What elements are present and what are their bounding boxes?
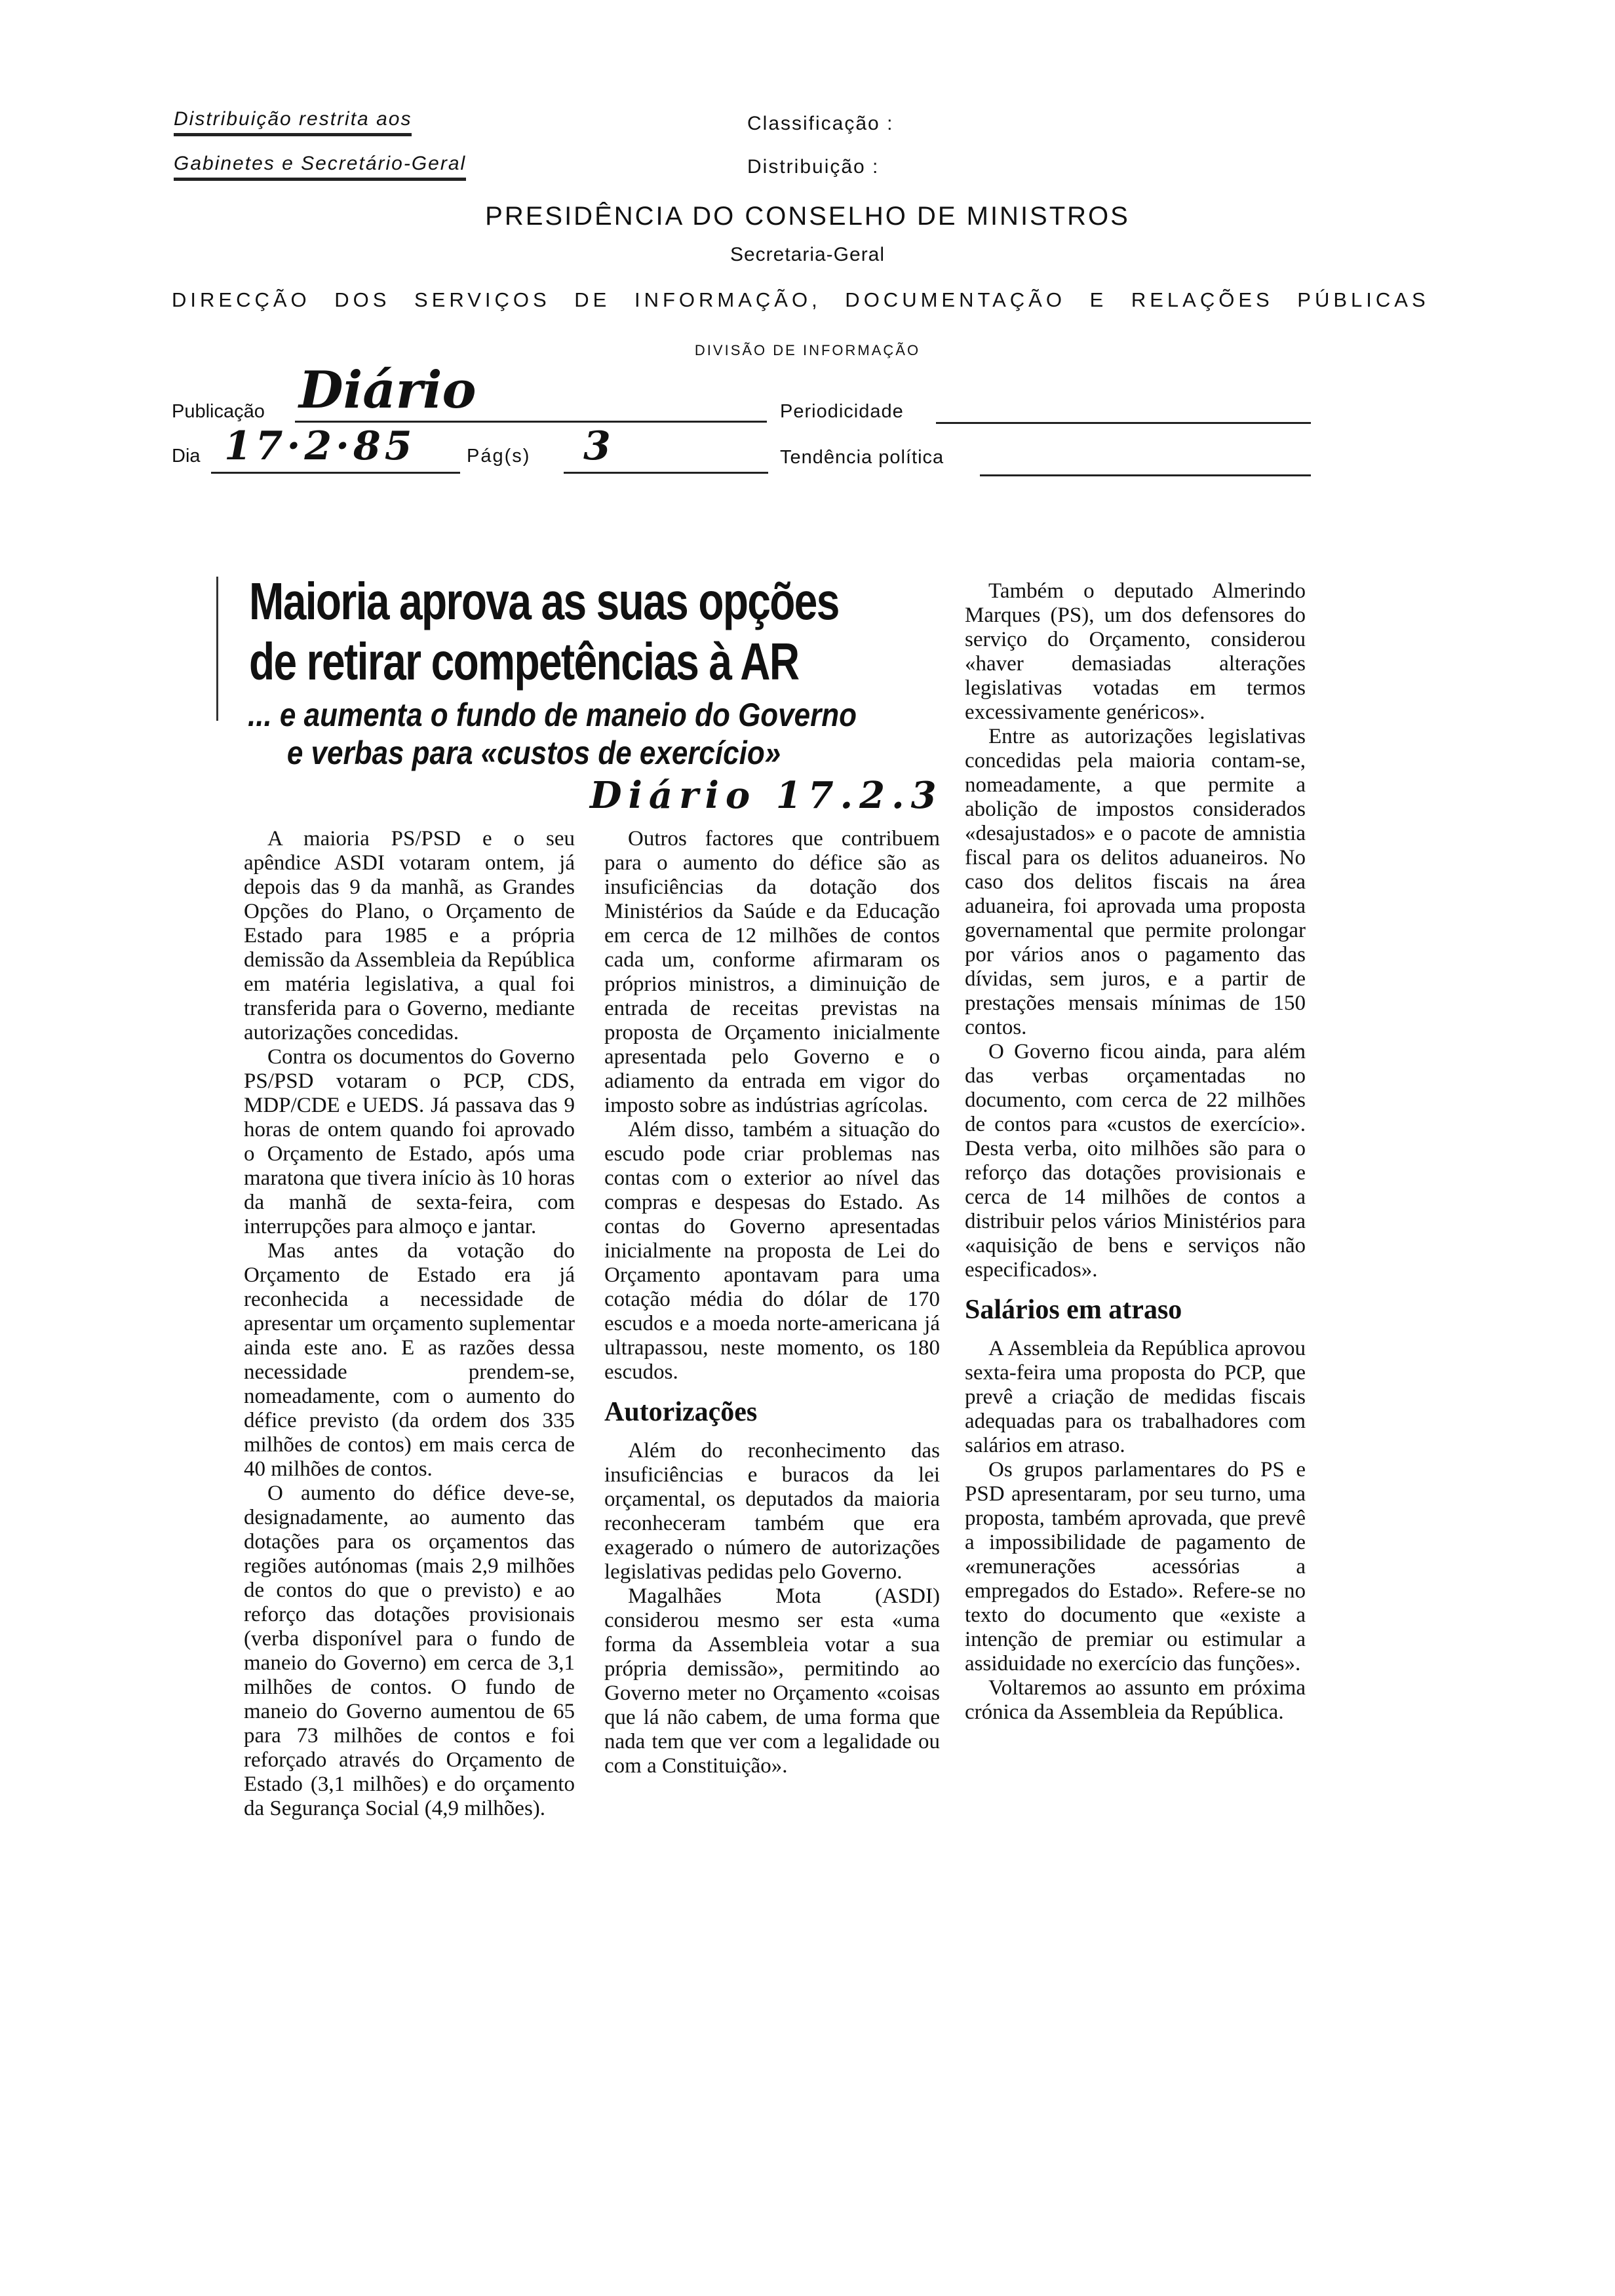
paragraph: O aumento do défice deve-se, designadamente, ao aumento das dotações para os orçamentos das regiões autónomas (mais 2,9 milhões de contos do que o previsto) e ao reforço das dotações provisionais (verba disponível para o fundo de maneio do Governo) em cerca de 3,1 milhões de contos. O fundo de maneio do Governo aumentou de 65 para 73 milhões de contos e foi reforçado através do Orçamento de Estado (3,1 milhões) e do orçamento da Segurança Social (4,9 milhões). (244, 1482, 575, 1820)
distribution-line-2: Gabinetes e Secretário-Geral (174, 153, 466, 181)
paragraph: Contra os documentos do Governo PS/PSD votaram o PCP, CDS, MDP/CDE e UEDS. Já passava das 9 horas de ontem quando foi aprovado o Orçamento de Estado, após uma maratona que tivera início às 10 horas da manhã de sexta-feira, com interrupções para almoço e jantar. (244, 1045, 575, 1238)
distribution-line-1: Distribuição restrita aos (174, 108, 412, 136)
paragraph: Outros factores que contribuem para o aumento do défice são as insuficiências da dotação dos Ministérios da Saúde e da Educação em cerca de 12 milhões de contos cada um, conforme afirmaram os próprios ministros, a diminuição de entrada de receitas previstas na proposta de Orçamento inicialmente apresentada pelo Governo e o adiamento da entrada em vigor do imposto sobre as indústrias agrícolas. (604, 827, 940, 1117)
paragraph: Também o deputado Almerindo Marques (PS), um dos defensores do serviço do Orçamento, considerou «haver demasiadas alterações legislativas votadas em termos excessivamente genéricos». (965, 579, 1306, 724)
paragraph: Os grupos parlamentares do PS e PSD apresentaram, por seu turno, uma proposta, também aprovada, que prevê a impossibilidade de pagamento de «remunerações acessórias a empregados do Estado». Refere-se no texto do documento que «existe a intenção de premiar ou estimular a assiduidade no exercício das funções». (965, 1458, 1306, 1675)
subhead-autorizacoes: Autorizações (604, 1397, 758, 1427)
paragraph: Além do reconhecimento das insuficiências e buracos da lei orçamental, os deputados da maioria reconheceram também que era exagerado o número de autorizações legislativas pedidas pelo Governo. (604, 1439, 940, 1584)
periodicidade-label: Periodicidade (780, 401, 904, 422)
column-3 (965, 579, 1306, 1725)
clipping-edge (216, 577, 218, 721)
handwritten-note: Diário 17.2.3 (590, 774, 943, 817)
tendencia-label: Tendência política (780, 447, 944, 468)
pags-field (564, 423, 768, 474)
classificacao-label: Classificação : (747, 113, 894, 134)
periodicidade-field (936, 419, 1311, 424)
org-title: PRESIDÊNCIA DO CONSELHO DE MINISTROS (485, 202, 1130, 231)
paragraph: Mas antes da votação do Orçamento de Estado era já reconhecida a necessidade de apresentar um orçamento suplementar ainda este ano. E as razões dessa necessidade prendem-se, nomeadamente, com o aumento do défice previsto (da ordem dos 335 milhões de contos) em mais cerca de 40 milhões de contos. (244, 1239, 575, 1481)
deck (248, 696, 857, 772)
column-2 (604, 827, 940, 1778)
subhead-salarios: Salários em atraso (965, 1295, 1182, 1325)
paragraph: Voltaremos ao assunto em próxima crónica da Assembleia da República. (965, 1676, 1306, 1724)
paragraph: Magalhães Mota (ASDI) considerou mesmo ser esta «uma forma da Assembleia votar a sua própria demissão», permitindo ao Governo meter no Orçamento «coisas que lá não cabem, de uma forma que nada tem que ver com a legalidade ou com a Constituição». (604, 1584, 940, 1778)
deck-line-2: e verbas para «custos de exercício» (286, 735, 781, 771)
paragraph: Entre as autorizações legislativas concedidas pela maioria contam-se, nomeadamente, a que permite a abolição de impostos considerados «desajustados» e o pacote de amnistia fiscal para os delitos aduaneiros. No caso dos delitos fiscais na área aduaneira, foi aprovada uma proposta governamental que permite prolongar por vários anos o pagamento das dívidas, sem juros, e a partir de prestações mensais mínimas de 150 contos. (965, 725, 1306, 1039)
publicacao-value: Diário (299, 360, 477, 420)
distribuicao-label: Distribuição : (747, 156, 880, 178)
paragraph: A Assembleia da República aprovou sexta-feira uma proposta do PCP, que prevê a criação de medidas fiscais adequadas para os trabalhadores com salários em atraso. (965, 1337, 1306, 1457)
paragraph: Além disso, também a situação do escudo pode criar problemas nas contas com o exterior ao nível das compras e despesas do Estado. As contas do Governo apresentadas inicialmente na proposta de Lei do Orçamento apontavam para uma cotação média do dólar de 170 escudos e a moeda norte-americana já ultrapassou, neste momento, os 180 escudos. (604, 1118, 940, 1384)
paragraph: O Governo ficou ainda, para além das verbas orçamentadas no documento, com cerca de 22 milhões de contos para «custos de exercício». Desta verba, oito milhões são para o reforço das dotações provisionais e cerca de 14 milhões de contos a distribuir pelos vários Ministérios para «aquisição de bens e serviços não especificados». (965, 1040, 1306, 1282)
tendencia-field (980, 472, 1311, 476)
paragraph: A maioria PS/PSD e o seu apêndice ASDI votaram ontem, já depois das 9 da manhã, as Grandes Opções do Plano, o Orçamento de Estado para 1985 e a própria demissão da Assembleia da República em matéria legislativa, a qual foi transferida para o Governo, mediante autorizações concedidas. (244, 827, 575, 1044)
divisao-title: DIVISÃO DE INFORMAÇÃO (694, 342, 921, 358)
pags-value: 3 (583, 423, 611, 469)
org-subtitle: Secretaria-Geral (730, 244, 885, 265)
headline-line-2: de retirar competências à AR (249, 632, 799, 691)
publicacao-field (295, 360, 767, 423)
deck-line-1: ... e aumenta o fundo de maneio do Governo (248, 697, 857, 733)
pags-label: Pág(s) (467, 446, 531, 467)
dia-field (211, 423, 460, 474)
headline (249, 571, 839, 692)
direccao-title: DIRECÇÃO DOS SERVIÇOS DE INFORMAÇÃO, DOCUMENTAÇÃO E RELAÇÕES PÚBLICAS (172, 288, 1430, 311)
dia-label: Dia (172, 446, 201, 467)
column-1 (244, 827, 575, 1821)
headline-line-1: Maioria aprova as suas opções (249, 572, 839, 630)
dia-value: 17·2·85 (224, 423, 416, 469)
publicacao-label: Publicação (172, 401, 265, 422)
